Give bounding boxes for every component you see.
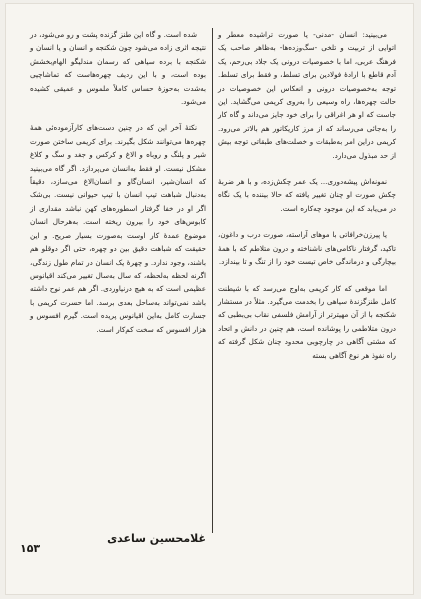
column-divider: [212, 28, 213, 533]
author-signature: غلامحسین ساعدی: [107, 532, 206, 545]
page-number: ۱۵۳: [20, 542, 41, 555]
paragraph: شده است. و گاه این طنز گزنده پشت و رو می‌شود، در نتیجه اثری زاده می‌شود چون شکنجه و انسان و یا انسان و شکنجه با برده سیاهی که رسمان مندلیگو الهام‌بخشش بوده است، و با این ردیف چهره‌هاست که تماشاچیی به‌شدت به‌حوزهٔ حساس کاملاً ملموس و عمیقی کشیده می‌شود.: [29, 30, 206, 107]
paragraph: یا پیرزن‌خرافاتی با موهای آراسته، صورت درب و داغون، تاکید، گرفتار ناکامی‌های ناشناخته و درون متلاطم که با همهٔ بیچارگی و درماندگی خاص تیست خود را از تنگ و تا بیندازد.: [218, 230, 396, 267]
right-text-column: [218, 28, 396, 375]
magazine-page: [6, 4, 413, 594]
paragraph: می‌بینید: انسان -مدنی- یا صورت تراشیده معطر و اتوایی از تربیت و تلخی -سگ‌وزده‌ها- به‌ظاهر صاحب یک فرهنگ عربی، اما با خصوصیات درونی یک جلاد بی‌رحم، یک آدم قاطع با ارادهٔ فولادین برای تسلط، و فقط برای تسلط. توجه به‌خصوصیات درونی و انعکاس این خصوصیات در حالت چهره‌ها، راه وسیعی را به‌روی کریمی می‌گشاید. این جاست که او هر اغراقی را برای خود جایز می‌داند و گاه کار را به‌جائی می‌رساند که از مرز کاریکاتور هم بالاتر می‌رود. کریمی دراین امر به‌طبقات و خصلت‌های طبقاتی توجه بیش از حد مبذول می‌دارد.: [218, 30, 396, 160]
paragraph: نکتهٔ آخر این که در چنین دست‌های کارآزموده‌ئی همهٔ چهره‌ها می‌توانند شکل بگیرند. برای کریمی ساختن صورت شیر و پلنگ و روباه و الاغ و کرکس و جغد و سگ و کلاغ مشکل نیست. او فقط به‌انسان می‌پردازد. اگر گاه می‌بینید که انسان‌شیر، انسان‌گاو و انسان‌الاغ می‌سازد، دقیقاً به‌دنبال شباهت تیپ انسان با تیپ حیوانی نیست. بی‌شک اگر او در خفا گرفتار اسطوره‌های کهن نباشد مقداری از کابوس‌های خود را بیرون ریخته است. به‌هرحال انسان موضوع عمدهٔ کار اوست به‌صورت بسیار صریح. و این حقیقت که شباهت دقیق بین دو چهره، حتی اگر دوقلو هم باشند، وجود ندارد. و چهرهٔ یک انسان در تمام طول زندگی، اگرنه لحظه به‌لحظه، که سال به‌سال تغییر می‌کند اقیانوس عظیمی است که به هیچ درنیاوردی. اگر هم عمر نوح داشته باشد نمی‌تواند به‌ساحل بعدی برسد. اما حسرت کریمی با جسارت کامل به‌این اقیانوس پریده است. گیرم افسوس و هزار افسوس که سخت کم‌کار است.: [30, 123, 206, 334]
paragraph: اما موقعی که کار کریمی به‌اوج می‌رسد که با شیطنت کامل طنزگزندهٔ سیاهی را بخدمت می‌گیرد. مثلاً در مستشار شکنجه با از آن مهیترتر از آرامش فلسفی نقاب بی‌بطبی که درون متلاطمی را پوشانده است، هم چنین در دانش و اتحاد که مشتی آگاهی در چارچوبی محدود چنان شکل گرفته که راه نفوذ هر نوع آگاهی بسته: [218, 283, 396, 360]
left-text-column: [30, 28, 206, 349]
paragraph: نمونه‌اش پیشه‌دوری... یک عمر چکش‌زده، و با هر ضربهٔ چکش صورت او چنان تغییر یافته که حالا بیننده با یک نگاه در می‌یابد که این موجود چه‌کاره است.: [218, 177, 396, 213]
